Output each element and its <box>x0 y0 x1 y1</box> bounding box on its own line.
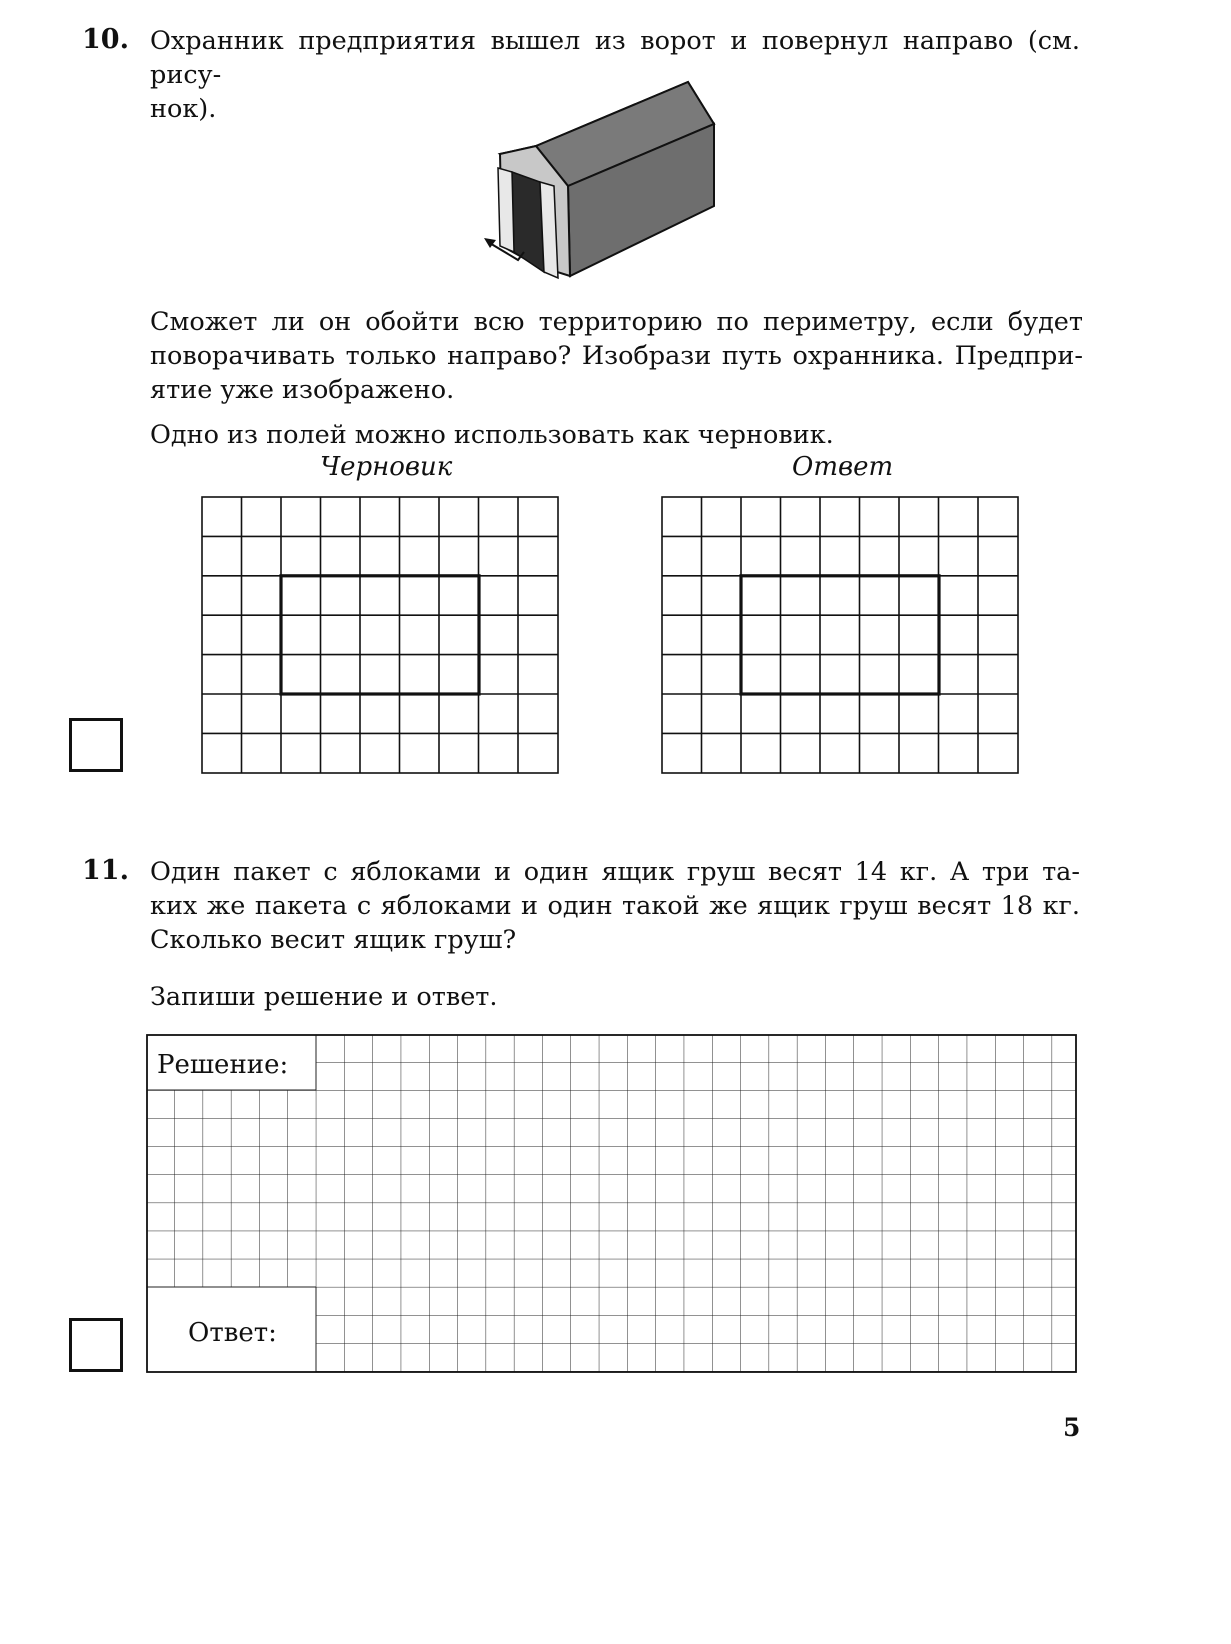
answer-label: Ответ: <box>188 1318 277 1348</box>
barn-illustration <box>478 76 738 286</box>
draft-enterprise-outline <box>281 576 479 694</box>
task-10-intro-line-2: нок). <box>150 94 217 124</box>
task-11-instruction: Запиши решение и ответ. <box>150 982 498 1012</box>
task-10-question-line-1: Сможет ли он обойти всю территорию по периметру, если будет <box>150 307 1083 337</box>
answer-caption: Ответ <box>792 452 894 482</box>
task-11-line-3: Сколько весит ящик груш? <box>150 925 517 955</box>
draft-caption: Черновик <box>320 452 453 482</box>
task-10-question <box>150 305 1083 407</box>
solution-label: Решение: <box>157 1050 289 1080</box>
answer-enterprise-outline <box>741 576 939 694</box>
task-11-line-2: ких же пакета с яблоками и один такой же ящик груш весят 18 кг. <box>150 891 1080 921</box>
barn-gate <box>512 172 544 272</box>
task-10-intro-line-1: Охранник предприятия вышел из ворот и повернул направо (см. рису- <box>150 26 1080 90</box>
solution-grid[interactable] <box>146 1034 1078 1374</box>
task-11-number: 11. <box>82 855 129 886</box>
page-number: 5 <box>1063 1413 1081 1442</box>
task-10-hint: Одно из полей можно использовать как черновик. <box>150 420 834 450</box>
task-10-question-line-2: поворачивать только направо? Изобрази путь охранника. Предпри- <box>150 341 1083 371</box>
task-10-number: 10. <box>82 24 129 55</box>
task-10-score-box[interactable] <box>69 718 123 772</box>
answer-grid[interactable] <box>661 496 1021 776</box>
draft-grid[interactable] <box>201 496 561 776</box>
task-11-text <box>150 855 1080 957</box>
task-11-line-1: Один пакет с яблоками и один ящик груш весят 14 кг. А три та- <box>150 857 1080 887</box>
task-10-question-line-3: ятие уже изображено. <box>150 375 455 405</box>
task-11-score-box[interactable] <box>69 1318 123 1372</box>
